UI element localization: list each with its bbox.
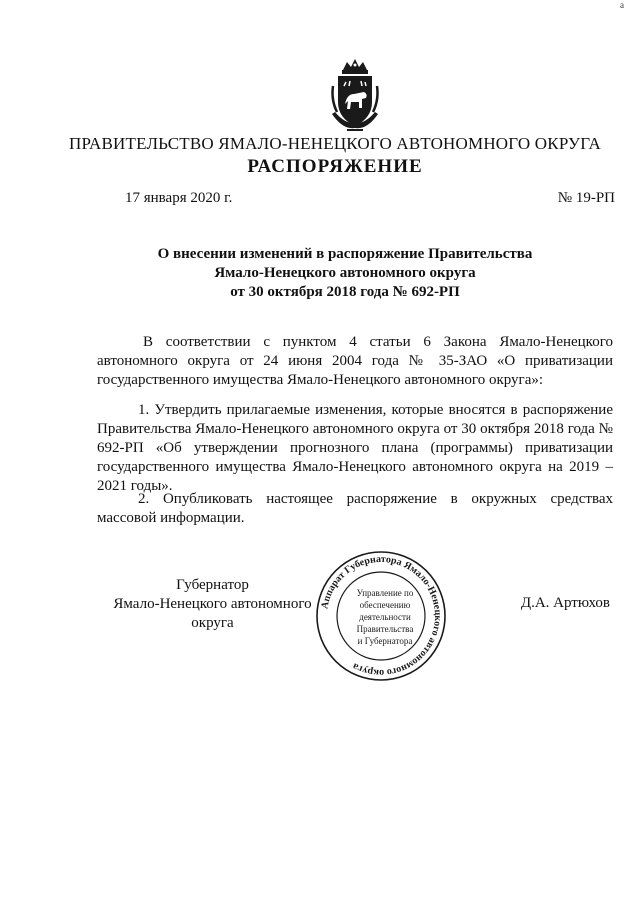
signatory-title (95, 576, 330, 633)
coat-of-arms-icon (329, 56, 381, 136)
document-number: № 19-РП (557, 190, 615, 206)
official-stamp (313, 548, 449, 684)
document-type-title: РАСПОРЯЖЕНИЕ (247, 156, 423, 177)
document-subject (110, 245, 580, 302)
corner-mark: a (620, 0, 624, 10)
subject-line: Ямало-Ненецкого автономного округа (214, 265, 476, 281)
order-item-2: 2. Опубликовать настоящее распоряжение в окружных средствах массовой информации. (97, 491, 613, 526)
stamp-ring-text: Аппарат Губернатора Ямало-Ненецкого автономного округа (319, 553, 444, 679)
document-date: 17 января 2020 г. (125, 190, 233, 206)
signatory-role-line: Ямало-Ненецкого автономного округа (113, 596, 312, 631)
preamble-paragraph: В соответствии с пунктом 4 статьи 6 Закона Ямало-Ненецкого автономного округа от 24 июня 2004 года № 35-ЗАО «О приватизации государственного имущества Ямало-Ненецкого автономного округа»: (97, 334, 613, 388)
stamp-center-line: Правительства (356, 624, 414, 634)
signatory-name: Д.А. Артюхов (520, 595, 610, 611)
subject-line: от 30 октября 2018 года № 692-РП (230, 284, 460, 300)
stamp-center-line: и Губернатора (357, 636, 413, 646)
stamp-center-line: обеспечению (359, 600, 411, 610)
order-item-1: 1. Утвердить прилагаемые изменения, которые вносятся в распоряжение Правительства Ямало-Ненецкого автономного округа от 30 октября 2018 года № 692-РП «Об утверждении прогнозного плана (программы) приватизации государственного имущества Ямало-Ненецкого автономного округа на 2019 – 2021 годы». (97, 402, 613, 494)
government-name: ПРАВИТЕЛЬСТВО ЯМАЛО-НЕНЕЦКОГО АВТОНОМНОГО ОКРУГА (69, 134, 601, 153)
stamp-center-line: Управление по (356, 588, 414, 598)
subject-line: О внесении изменений в распоряжение Правительства (157, 246, 533, 262)
stamp-center-line: деятельности (359, 612, 411, 622)
signatory-role-line: Губернатор (176, 577, 249, 593)
